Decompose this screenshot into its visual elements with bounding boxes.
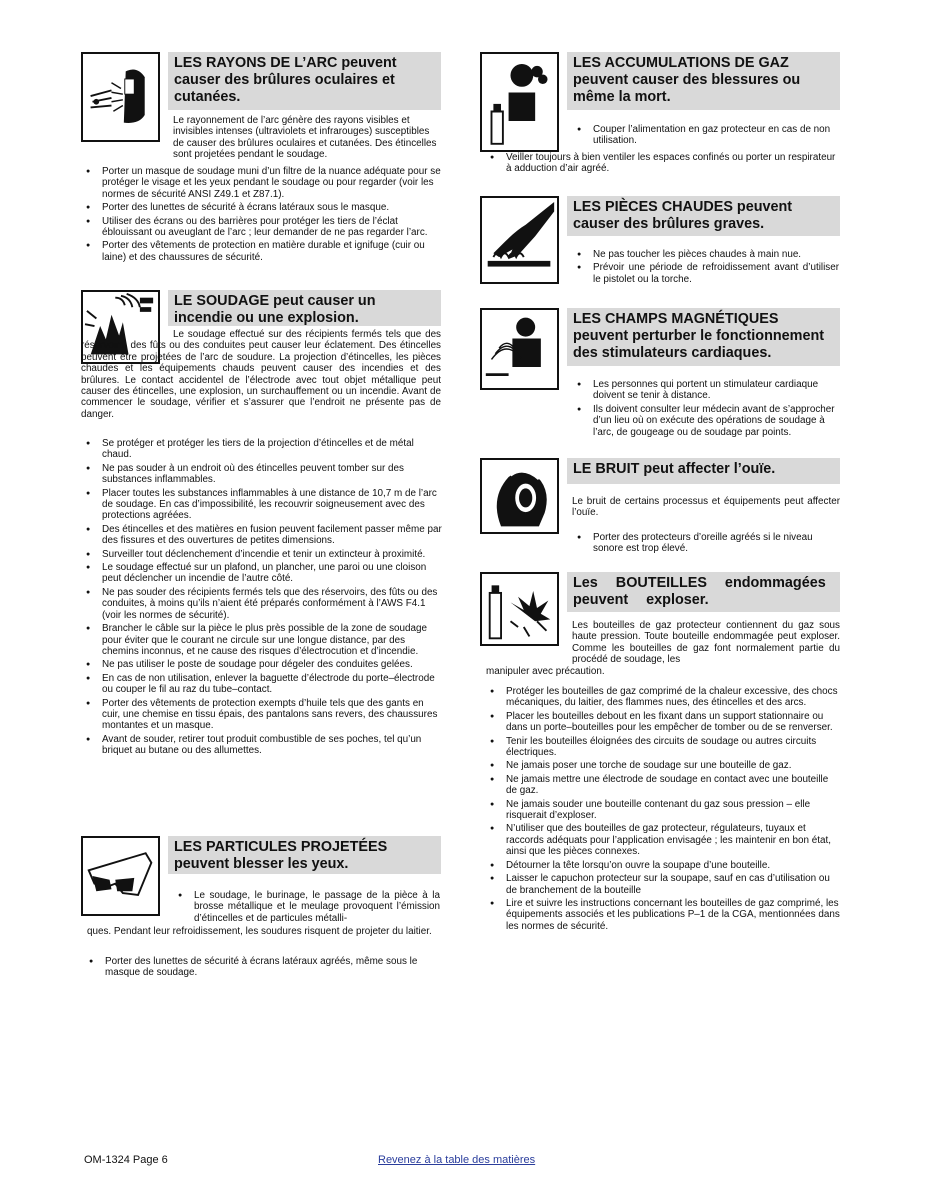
arc-rays-bullets	[84, 166, 442, 265]
gas-bullets-b	[488, 152, 838, 177]
cylinders-intro-end: manipuler avec précaution.	[486, 666, 605, 677]
list-item: ● Surveiller tout déclenchement d’incendie et tenir un extincteur à proximité.	[84, 549, 442, 560]
list-item: ● Couper l’alimentation en gaz protecteur en cas de non utilisation.	[575, 124, 839, 147]
list-item: ● Porter des vêtements de protection en matière durable et ignifuge (cuir ou laine) et des chaussures de sécurité.	[84, 240, 442, 263]
list-item: ● Ne jamais mettre une électrode de soudage en contact avec une bouteille de gaz.	[488, 774, 840, 797]
cylinder-explosion-icon	[480, 572, 559, 646]
noise-heading: LE BRUIT peut affecter l’ouïe.	[567, 458, 840, 484]
magnetic-fields-heading: LES CHAMPS MAGNÉTIQUES peuvent perturber le fonctionnement des stimulateurs cardiaques.	[567, 308, 840, 366]
hot-surface-hand-icon	[480, 196, 559, 284]
list-item: ● Ils doivent consulter leur médecin avant de s’approcher d’un lieu où on exécute des opérations de soudage à l’arc, de gougeage ou de soudage par points.	[575, 404, 839, 438]
list-item: ● Ne pas toucher les pièces chaudes à main nue.	[575, 249, 839, 260]
table-of-contents-link[interactable]: Revenez à la table des matières	[378, 1154, 536, 1166]
list-item: ● Placer les bouteilles debout en les fixant dans un support stationnaire ou dans un porte–bouteilles pour les empêcher de tomber ou de se renverser.	[488, 711, 840, 734]
list-item: ● Le soudage effectué sur un plafond, un plancher, une paroi ou une cloison peut déclencher un incendie de l’autre côté.	[84, 562, 442, 585]
particles-intro-continued: ques. Pendant leur refroidissement, les soudures risquent de projeter du laitier.	[87, 926, 432, 937]
list-item: ● Se protéger et protéger les tiers de la projection d’étincelles et de métal chaud.	[84, 438, 442, 461]
list-item: ● En cas de non utilisation, enlever la baguette d’électrode du porte–électrode ou couper le fil au raz du tube–contact.	[84, 673, 442, 696]
pacemaker-magnetic-field-icon	[480, 308, 559, 390]
list-item: ● Laisser le capuchon protecteur sur la soupape, sauf en cas d’utilisation ou de branchement de la bouteille	[488, 873, 840, 896]
cylinders-heading: Les BOUTEILLES endommagées peuvent exploser.	[567, 572, 840, 612]
list-item: ● Ne pas souder à un endroit où des étincelles peuvent tomber sur des substances inflammables.	[84, 463, 442, 486]
list-item: ● Détourner la tête lorsqu’on ouvre la soupape d’une bouteille.	[488, 860, 840, 871]
list-item: ● Porter des protecteurs d’oreille agréés si le niveau sonore est trop élevé.	[575, 532, 839, 555]
list-item: ● Avant de souder, retirer tout produit combustible de ses poches, tel qu’un briquet au butane ou des allumettes.	[84, 734, 442, 757]
hot-parts-heading: LES PIÈCES CHAUDES peuvent causer des brûlures graves.	[567, 196, 840, 236]
arc-rays-intro: Le rayonnement de l’arc génère des rayons visibles et invisibles intenses (ultraviolets et infrarouges) susceptibles de causer des brûlures oculaires et cutanées. Des étincelles sont projetées pendant le soudage.	[173, 115, 437, 161]
list-item: ● Porter un masque de soudage muni d’un filtre de la nuance adéquate pour se protéger le visage et les yeux pendant le soudage ou pour regarder (voir les normes de sécurité ANSI Z49.1 et Z87.1).	[84, 166, 442, 200]
list-item: ● Des étincelles et des matières en fusion peuvent facilement passer même par des fissures et des ouvertures de petites dimensions.	[84, 524, 442, 547]
list-item: ● Veiller toujours à bien ventiler les espaces confinés ou porter un respirateur à adduction d’air agréé.	[488, 152, 838, 175]
list-item: ● Utiliser des écrans ou des barrières pour protéger les tiers de l’éclat éblouissant ou aveuglant de l’arc ; leur demander de ne pas regarder l’arc.	[84, 216, 442, 239]
ear-protection-icon	[480, 458, 559, 534]
list-item: ● Ne pas utiliser le poste de soudage pour dégeler des conduites gelées.	[84, 659, 442, 670]
list-item: ● Lire et suivre les instructions concernant les bouteilles de gaz comprimé, les équipements associés et les publications P–1 de la CGA, mentionnées dans les normes de sécurité.	[488, 898, 840, 932]
list-item: ● Protéger les bouteilles de gaz comprimé de la chaleur excessive, des chocs mécaniques, du laitier, des flammes nues, des étincelles et des arcs.	[488, 686, 840, 709]
cylinders-bullets	[488, 686, 840, 934]
cylinders-intro: Les bouteilles de gaz protecteur contiennent du gaz sous haute pression. Toute bouteille endommagée peut exploser. Comme les bouteilles de gaz font normalement partie du procédé de soudage, les	[572, 620, 840, 666]
fire-bullets	[84, 438, 442, 759]
list-item: ● Le soudage, le burinage, le passage de la pièce à la brosse métallique et le meulage provoquent l’émission d’étincelles et de particules métalli-	[176, 890, 440, 924]
list-item: ● Ne pas souder des récipients fermés tels que des réservoirs, des fûts ou des conduites, à moins qu’ils n’aient été préparés conformément à l’AWS F4.1 (voir les normes de sécurité).	[84, 587, 442, 621]
gas-bullets-a	[575, 124, 839, 149]
magnetic-fields-bullets	[575, 379, 839, 440]
right-column	[480, 52, 840, 1052]
fire-heading: LE SOUDAGE peut causer un incendie ou une explosion.	[168, 290, 441, 326]
particles-intro-bullet	[176, 890, 440, 926]
arc-rays-heading: LES RAYONS DE L’ARC peuvent causer des brûlures oculaires et cutanées.	[168, 52, 441, 110]
arc-welder-hazard-icon	[81, 52, 160, 142]
list-item: ● Les personnes qui portent un stimulateur cardiaque doivent se tenir à distance.	[575, 379, 839, 402]
list-item: ● Porter des lunettes de sécurité à écrans latéraux sous le masque.	[84, 202, 442, 213]
gas-heading: LES ACCUMULATIONS DE GAZ peuvent causer des blessures ou même la mort.	[567, 52, 840, 110]
gas-cylinder-person-icon	[480, 52, 559, 152]
fire-intro: Le soudage effectué sur des récipients fermés tels que des réservoirs, des fûts ou des conduites peut causer leur éclatement. Des étincelles peuvent être projetées de l’arc de soudure. La projection d’étincelles, les pièces chaudes et les équipements chauds peuvent causer des incendies et des brûlures. Le contact accidentel de l’électrode avec tout objet métallique peut causer des étincelles, une explosion, un surchauffement ou un incendie. Avant de commencer le soudage, vérifier et s’assurer que l’endroit ne présente pas de danger.	[81, 329, 441, 420]
list-item: ● Prévoir une période de refroidissement avant d’utiliser le pistolet ou la torche.	[575, 262, 839, 285]
noise-bullets	[575, 532, 839, 557]
list-item: ● Placer toutes les substances inflammables à une distance de 10,7 m de l’arc de soudage. En cas d’impossibilité, les recouvrir soigneusement avec des protections agréées.	[84, 488, 442, 522]
list-item: ● Porter des vêtements de protection exempts d’huile tels que des gants en cuir, une chemise en tissu épais, des pantalons sans revers, des chaussures montantes et un masque.	[84, 698, 442, 732]
list-item: ● Ne jamais poser une torche de soudage sur une bouteille de gaz.	[488, 760, 840, 771]
left-column	[81, 52, 441, 1052]
particles-heading: LES PARTICULES PROJETÉES peuvent blesser les yeux.	[168, 836, 441, 874]
page-number: OM-1324 Page 6	[84, 1154, 168, 1166]
list-item: ● Brancher le câble sur la pièce le plus près possible de la zone de soudage pour éviter que le courant ne circule sur une longue distance, par des chemins inconnus, et ne cause des risques d’électrocution et d’incendie.	[84, 623, 442, 657]
noise-intro: Le bruit de certains processus et équipements peut affecter l’ouïe.	[572, 496, 840, 519]
particles-bullets	[87, 956, 439, 981]
list-item: ● N’utiliser que des bouteilles de gaz protecteur, régulateurs, tuyaux et raccords adéquats pour l’application envisagée ; les maintenir en bon état, ainsi que les pièces connexes.	[488, 823, 840, 857]
hot-parts-bullets	[575, 249, 839, 287]
list-item: ● Ne jamais souder une bouteille contenant du gaz sous pression – elle risquerait d’exploser.	[488, 799, 840, 822]
list-item: ● Porter des lunettes de sécurité à écrans latéraux agréés, même sous le masque de soudage.	[87, 956, 439, 979]
safety-glasses-icon	[81, 836, 160, 916]
list-item: ● Tenir les bouteilles éloignées des circuits de soudage ou autres circuits électriques.	[488, 736, 840, 759]
